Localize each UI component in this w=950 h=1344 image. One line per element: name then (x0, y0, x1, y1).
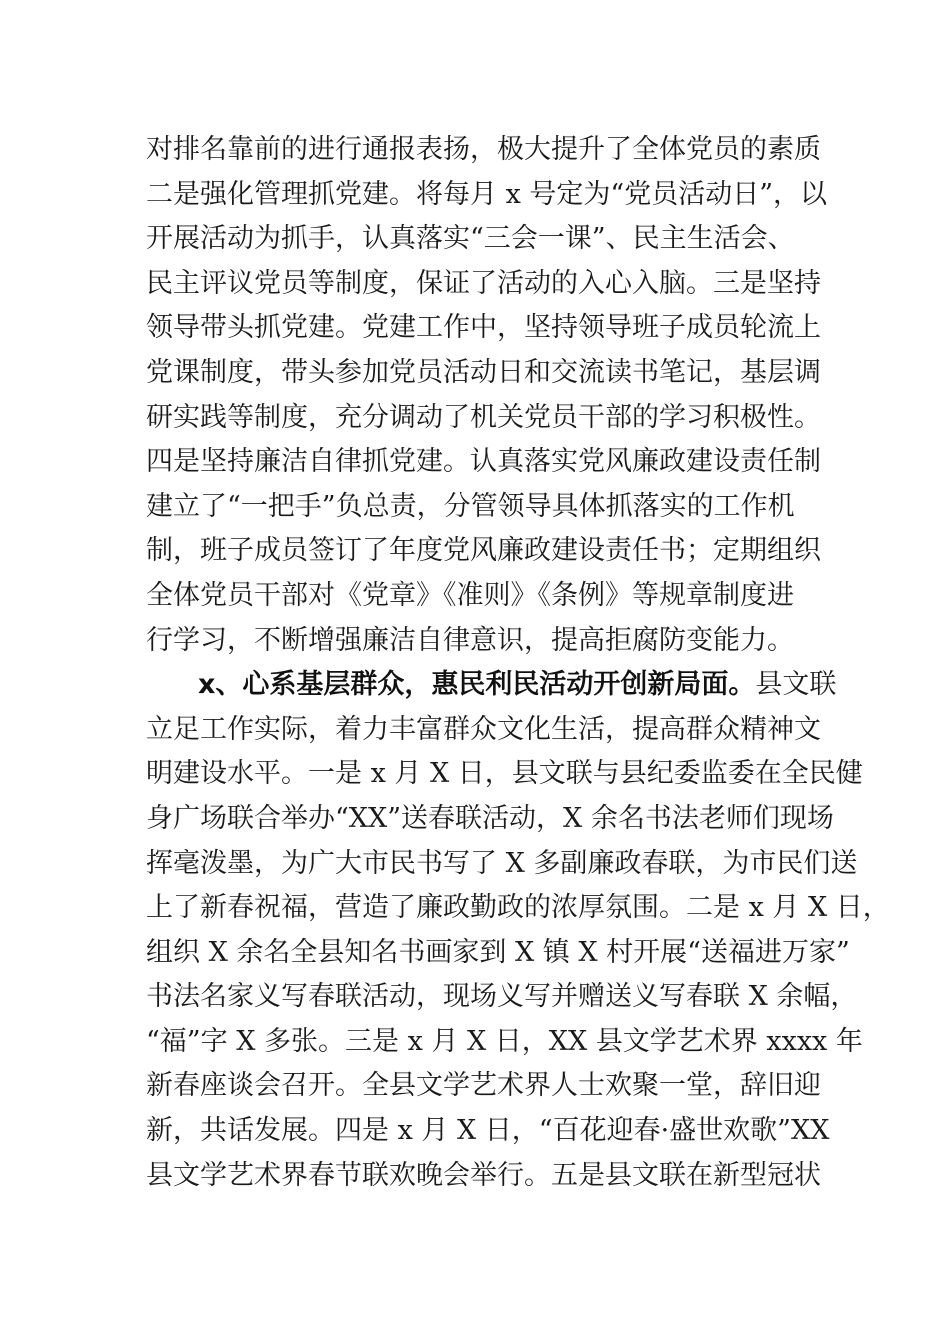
text-line: 明建设水平。一是 x 月 X 日，县文联与县纪委监委在全民健 (146, 758, 863, 790)
text-line: 研实践等制度，充分调动了机关党员干部的学习积极性。 (146, 401, 821, 433)
text-line: 上了新春祝福，营造了廉政勤政的浓厚氛围。二是 x 月 X 日， (146, 892, 890, 924)
text-line: 党课制度，带头参加党员活动日和交流读书笔记，基层调 (146, 356, 821, 388)
text-line: 县文学艺术界春节联欢晚会举行。五是县文联在新型冠状 (146, 1159, 821, 1191)
text-line: 二是强化管理抓党建。将每月 x 号定为“党员活动日”，以 (146, 178, 827, 210)
text-line: 组织 X 余名全县知名书画家到 X 镇 X 村开展“送福进万家” (146, 936, 850, 968)
text-line: 对排名靠前的进行通报表扬，极大提升了全体党员的素质 (146, 134, 821, 165)
body-text (146, 128, 890, 1198)
section-heading-rest: 县文联 (755, 669, 837, 701)
section-heading: x、心系基层群众，惠民利民活动开创新局面。 (198, 669, 756, 701)
text-line: “福”字 X 多张。三是 x 月 X 日，XX 县文学艺术界 xxxx 年 (146, 1025, 863, 1057)
text-line: 立足工作实际，着力丰富群众文化生活，提高群众精神文 (146, 713, 821, 745)
text-line: 全体党员干部对《党章》《准则》《条例》等规章制度进 (146, 579, 794, 611)
text-line: 新春座谈会召开。全县文学艺术界人士欢聚一堂，辞旧迎 (146, 1070, 821, 1102)
text-line: 建立了“一把手”负总责，分管领导具体抓落实的工作机 (146, 490, 795, 522)
text-line: 身广场联合举办“XX”送春联活动，X 余名书法老师们现场 (146, 802, 834, 834)
text-line: 领导带头抓党建。党建工作中，坚持领导班子成员轮流上 (146, 312, 821, 344)
section-heading-line (146, 663, 837, 708)
text-line: 挥毫泼墨，为广大市民书写了 X 多副廉政春联，为市民们送 (146, 847, 858, 879)
text-line: 四是坚持廉洁自律抓党建。认真落实党风廉政建设责任制 (146, 446, 821, 478)
text-line: 民主评议党员等制度，保证了活动的入心入脑。三是坚持 (146, 267, 821, 299)
text-line: 新，共话发展。四是 x 月 X 日，“百花迎春·盛世欢歌”XX (146, 1115, 830, 1147)
text-line: 开展活动为抓手，认真落实“三会一课”、民主生活会、 (146, 223, 795, 255)
text-line: 书法名家义写春联活动，现场义写并赠送义写春联 X 余幅， (146, 981, 858, 1013)
text-line: 行学习，不断增强廉洁自律意识，提高拒腐防变能力。 (146, 624, 794, 656)
text-line: 制，班子成员签订了年度党风廉政建设责任书；定期组织 (146, 535, 821, 567)
